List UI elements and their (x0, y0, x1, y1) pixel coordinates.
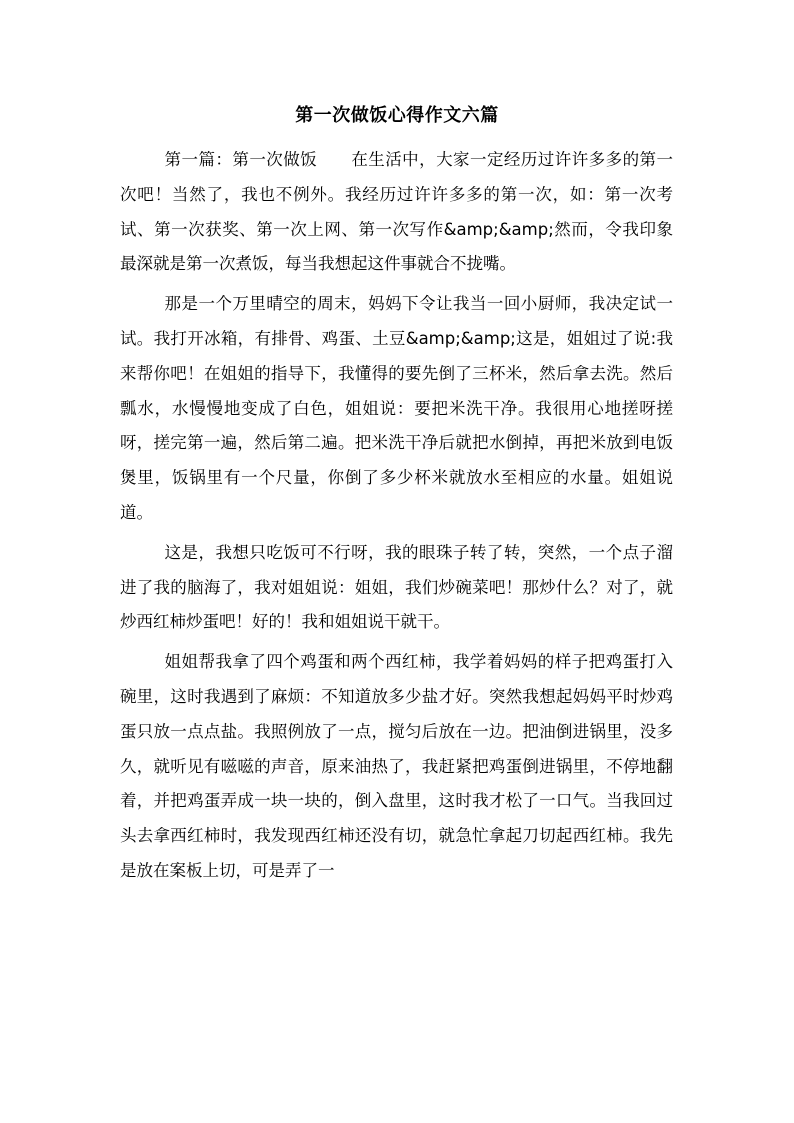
paragraph-2: 那是一个万里晴空的周末，妈妈下令让我当一回小厨师，我决定试一试。我打开冰箱，有排骨、鸡蛋、土豆&amp;&amp;这是，姐姐过了说:我来帮你吧！在姐姐的指导下，我懂得的要先倒了三杯米，然后拿去洗。然后瓢水，水慢慢地变成了白色，姐姐说：要把米洗干净。我很用心地搓呀搓呀，搓完第一遍，然后第二遍。把米洗干净后就把水倒掉，再把米放到电饭煲里，饭锅里有一个尺量，你倒了多少杯米就放水至相应的水量。姐姐说道。 (120, 294, 673, 522)
paragraph-3: 这是，我想只吃饭可不行呀，我的眼珠子转了转，突然，一个点子溜进了我的脑海了，我对姐姐说：姐姐，我们炒碗菜吧！那炒什么？对了，就炒西红柿炒蛋吧！好的！我和姐姐说干就干。 (120, 542, 673, 632)
paragraph-1: 第一篇：第一次做饭 在生活中，大家一定经历过许许多多的第一次吧！当然了，我也不例外。我经历过许许多多的第一次，如：第一次考试、第一次获奖、第一次上网、第一次写作&amp;&amp;然而，令我印象最深就是第一次煮饭，每当我想起这件事就合不拢嘴。 (120, 150, 673, 274)
document-title: 第一次做饭心得作文六篇 (295, 105, 499, 126)
document-body (120, 143, 673, 889)
paragraph-4: 姐姐帮我拿了四个鸡蛋和两个西红柿，我学着妈妈的样子把鸡蛋打入碗里，这时我遇到了麻烦：不知道放多少盐才好。突然我想起妈妈平时炒鸡蛋只放一点点盐。我照例放了一点，搅匀后放在一边。把油倒进锅里，没多久，就听见有嗞嗞的声音，原来油热了，我赶紧把鸡蛋倒进锅里，不停地翻着，并把鸡蛋弄成一块一块的，倒入盘里，这时我才松了一口气。当我回过头去拿西红柿时，我发现西红柿还没有切，就急忙拿起刀切起西红柿。我先是放在案板上切，可是弄了一 (120, 652, 673, 880)
